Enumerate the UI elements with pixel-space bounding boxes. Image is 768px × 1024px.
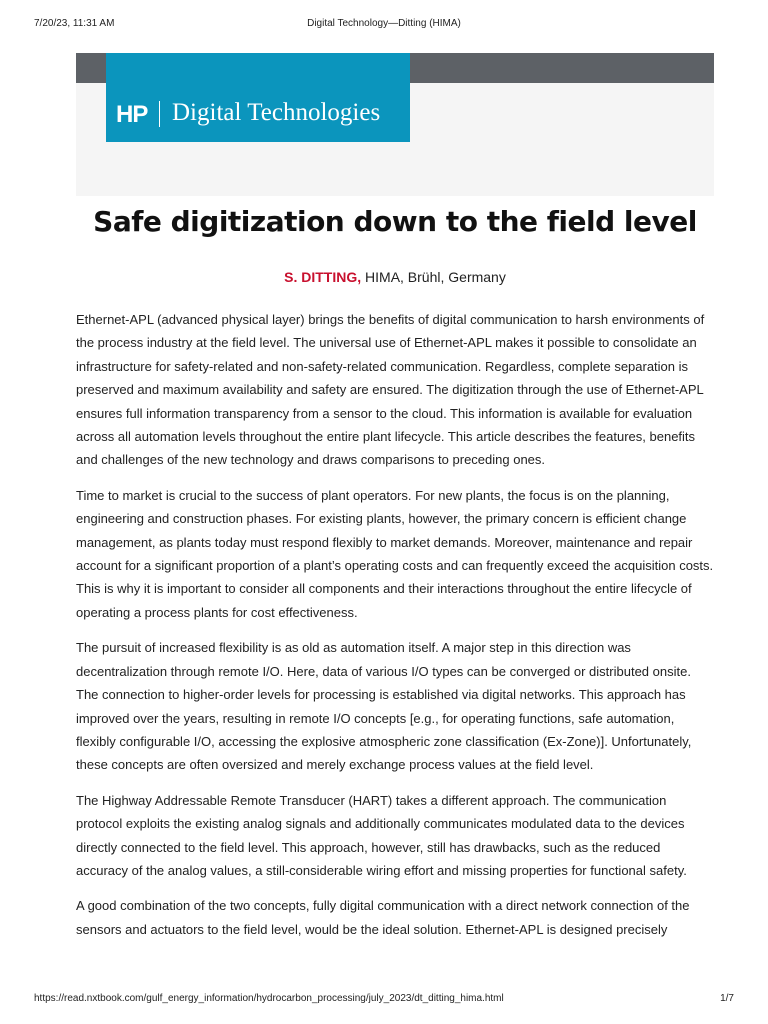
byline [76, 269, 714, 285]
publication-banner [76, 53, 714, 196]
article-body [76, 308, 714, 953]
body-paragraph: A good combination of the two concepts, fully digital communication with a direct network connection of the sensors and actuators to the field level, would be the ideal solution. Ethernet-APL is designed precisely [76, 898, 690, 937]
brand-name: Digital Technologies [172, 99, 381, 126]
body-paragraph: The pursuit of increased flexibility is as old as automation itself. A major step in this direction was decentralization through remote I/O. Here, data of various I/O types can be converged or distributed onsite. The connection to higher-order levels for processing is established via digital networks. This approach has improved over the years, resulting in remote I/O concepts [e.g., for operating functions, safe automation, flexibly configurable I/O, accessing the explosive atmospheric zone classification (Ex-Zone)]. Unfortunately, these concepts are often oversized and merely exchange process values at the field level. [76, 640, 692, 773]
brand-divider [159, 101, 160, 127]
article-title: Safe digitization down to the field level [93, 205, 697, 238]
page-number: 1/7 [720, 993, 734, 1004]
source-url: https://read.nxtbook.com/gulf_energy_information/hydrocarbon_processing/july_2023/dt_ditting_hima.html [34, 993, 504, 1004]
print-document-title: Digital Technology—Ditting (HIMA) [307, 18, 461, 29]
body-paragraph: Time to market is crucial to the success of plant operators. For new plants, the focus is on the planning, engineering and construction phases. For existing plants, however, the primary concern is efficient change management, as plants today must respond flexibly to market demands. Moreover, maintenance and repair account for a significant proportion of a plant’s operating costs and can frequently exceed the acquisition costs. This is why it is important to consider all components and their interactions throughout the entire lifecycle of operating a process plants for cost effectiveness. [76, 487, 714, 620]
author-name: S. DITTING, [284, 269, 362, 285]
body-paragraph: The Highway Addressable Remote Transducer (HART) takes a different approach. The communication protocol exploits the existing analog signals and additionally communicates modulated data to the devices directly connected to the field level. This approach, however, still has drawbacks, such as the reduced accuracy of the analog values, a still-considerable wiring effort and missing properties for functional safety. [76, 792, 687, 878]
print-header [0, 0, 768, 40]
body-paragraph: Ethernet-APL (advanced physical layer) brings the benefits of digital communication to harsh environments of the process industry at the field level. The universal use of Ethernet-APL makes it possible to consolidate an infrastructure for safety-related and non-safety-related communication. Regardless, complete separation is preserved and maximum availability and safety are ensured. The digitization through the use of Ethernet-APL ensures full information transparency from a sensor to the cloud. This information is available for evaluation across all automation levels throughout the entire plant lifecycle. This article describes the features, benefits and challenges of the new technology and draws comparisons to preceding ones. [76, 312, 705, 468]
brand-box [106, 53, 410, 142]
print-footer [0, 993, 768, 1013]
author-affiliation: HIMA, Brühl, Germany [361, 269, 506, 285]
print-date: 7/20/23, 11:31 AM [34, 18, 115, 29]
hp-logo: HP [116, 101, 148, 128]
